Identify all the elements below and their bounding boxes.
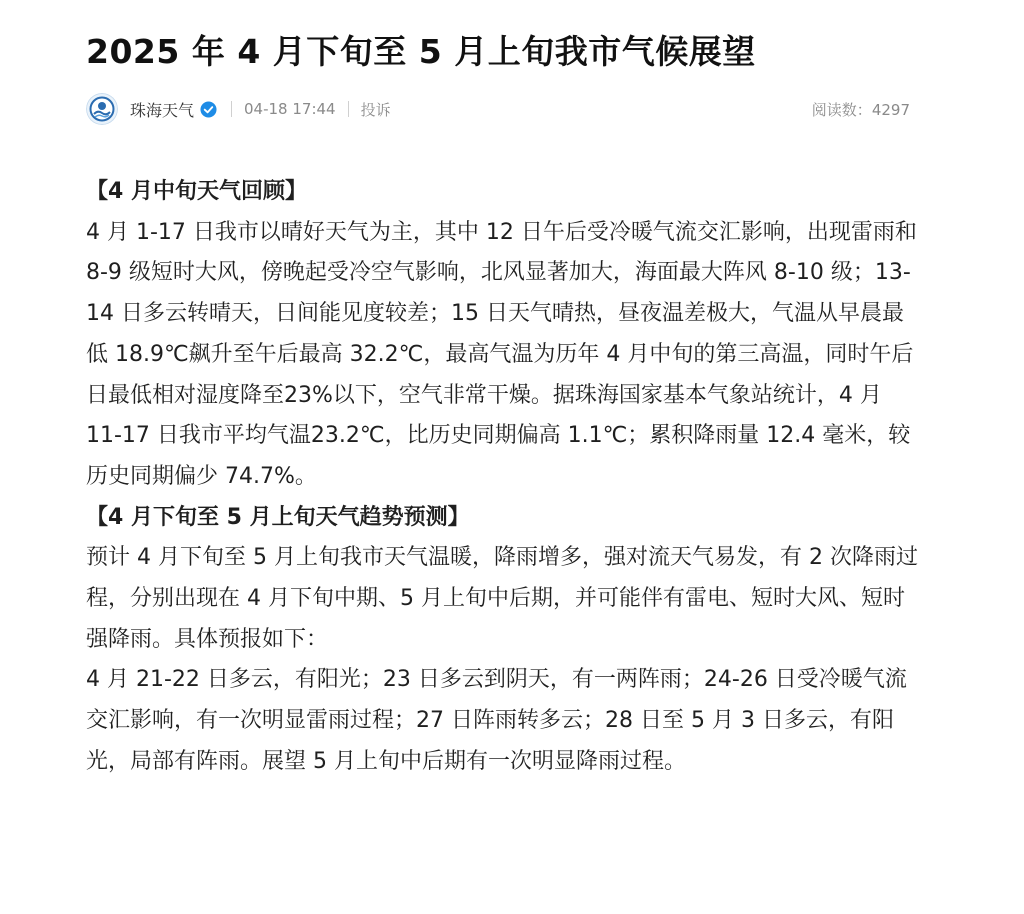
forecast-paragraph: 预计 4 月下旬至 5 月上旬我市天气温暖，降雨增多，强对流天气易发，有 2 次降雨过程，分别出现在 4 月下旬中期、5 月上旬中后期，并可能伴有雷电、短时大风、短时强降雨。具体预报如下： xyxy=(86,545,918,652)
article-body xyxy=(86,172,924,783)
forecast-detail-paragraph: 4 月 21-22 日多云，有阳光；23 日多云到阴天，有一两阵雨；24-26 日受冷暖气流交汇影响，有一次明显雷雨过程；27 日阵雨转多云；28 日至 5 月 3 日多云，有阳光，局部有阵雨。展望 5 月上旬中后期有一次明显降雨过程。 xyxy=(86,667,907,774)
author-name[interactable]: 珠海天气 xyxy=(130,100,195,120)
review-paragraph: 4 月 1-17 日我市以晴好天气为主，其中 12 日午后受冷暖气流交汇影响，出现雷雨和 8-9 级短时大风，傍晚起受冷空气影响，北风显著加大，海面最大阵风 8-10 级；13-14 日多云转晴天，日间能见度较差；15 日天气晴热，昼夜温差极大，气温从早晨最低 18.9℃飙升至午后最高 32.2℃，最高气温为历年 4 月中旬的第三高温，同时午后日最低相对湿度降至23%以下，空气非常干燥。据珠海国家基本气象站统计，4 月 11-17 日我市平均气温23.2℃，比历史同期偏高 1.1℃；累积降雨量 12.4 毫米，较历史同期偏少 74.7%。 xyxy=(86,219,917,489)
verified-check-icon xyxy=(200,101,217,118)
publish-time: 04-18 17:44 xyxy=(244,100,336,118)
complain-link[interactable]: 投诉 xyxy=(360,100,391,119)
read-count-value: 4297 xyxy=(871,100,910,119)
meta-divider xyxy=(348,101,349,117)
section-heading-forecast: 【4 月下旬至 5 月上旬天气趋势预测】 xyxy=(86,504,470,530)
section-heading-review: 【4 月中旬天气回顾】 xyxy=(86,179,307,204)
read-count-label: 阅读数： xyxy=(811,100,872,119)
article-meta xyxy=(86,92,910,126)
read-count xyxy=(812,99,910,120)
article-title: 2025 年 4 月下旬至 5 月上旬我市气候展望 xyxy=(86,32,756,71)
meta-divider xyxy=(231,101,232,117)
author-avatar[interactable] xyxy=(86,93,118,125)
